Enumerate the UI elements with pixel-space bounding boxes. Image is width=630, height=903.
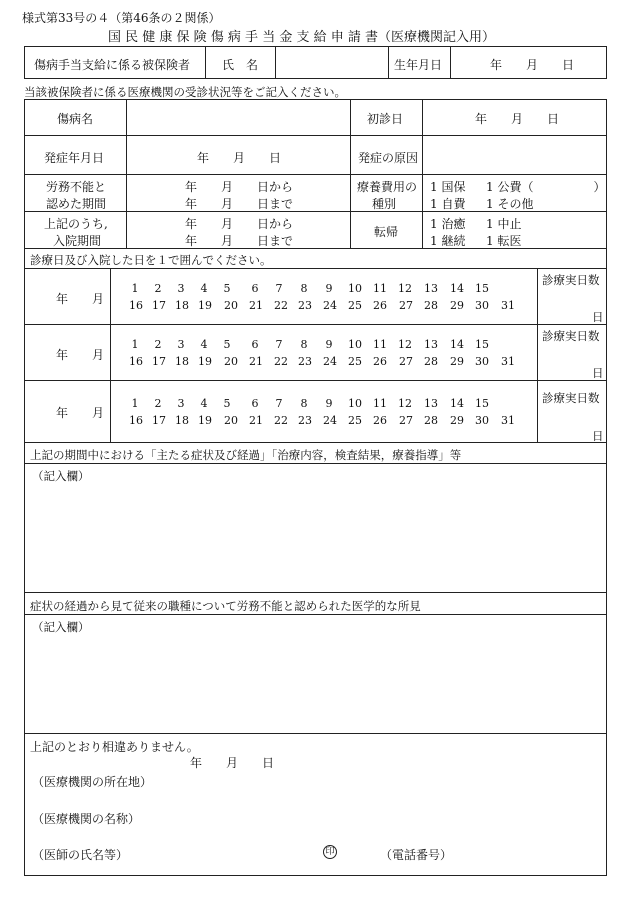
calendar-day[interactable]: 6 — [251, 338, 259, 351]
calendar-day[interactable]: 26 — [373, 414, 387, 427]
calendar-day[interactable]: 25 — [348, 299, 362, 312]
birth-label: 生年月日 — [394, 58, 443, 72]
actual-days-unit: 日 — [592, 366, 604, 380]
opinion-entry-label: （記入欄） — [32, 620, 90, 634]
calendar-day[interactable]: 25 — [348, 414, 362, 427]
calendar-day[interactable]: 19 — [198, 414, 212, 427]
calendar-day[interactable]: 12 — [398, 397, 412, 410]
outcome-option-continuing[interactable]: 1 継続 — [430, 234, 466, 248]
certification-date-field[interactable]: 年 月 日 — [190, 756, 275, 770]
calendar-day[interactable]: 27 — [399, 414, 413, 427]
calendar-day[interactable]: 9 — [325, 338, 333, 351]
incapacity-label-1: 労務不能と — [46, 180, 107, 194]
calendar-day[interactable]: 14 — [450, 338, 464, 351]
calendar-day[interactable]: 15 — [475, 338, 489, 351]
calendar-day[interactable]: 23 — [298, 355, 312, 368]
first-visit-label: 初診日 — [367, 112, 404, 126]
phone-label: （電話番号） — [380, 848, 453, 862]
calendar-day[interactable]: 7 — [275, 397, 283, 410]
certification-statement: 上記のとおり相違ありません。 — [30, 740, 199, 754]
calendar-day[interactable]: 5 — [223, 397, 231, 410]
disease-name-label: 傷病名 — [57, 112, 94, 126]
insured-name-field[interactable] — [280, 48, 384, 77]
calendar-day[interactable]: 14 — [450, 397, 464, 410]
calendar-day[interactable]: 3 — [177, 282, 185, 295]
calendar-day[interactable]: 24 — [323, 355, 337, 368]
calendar-day[interactable]: 25 — [348, 355, 362, 368]
calendar-day[interactable]: 16 — [129, 299, 143, 312]
calendar-day[interactable]: 13 — [424, 397, 438, 410]
calendar-day[interactable]: 28 — [424, 414, 438, 427]
calendar-day[interactable]: 15 — [475, 282, 489, 295]
calendar-day[interactable]: 18 — [175, 299, 189, 312]
calendar-day[interactable]: 2 — [154, 282, 162, 295]
calendar-day[interactable]: 2 — [154, 397, 162, 410]
calendar-day[interactable]: 12 — [398, 282, 412, 295]
facility-address-label: （医療機関の所在地） — [32, 775, 153, 789]
calendar-day[interactable]: 10 — [348, 397, 362, 410]
hospitalization-to-field[interactable]: 年 月 日まで — [185, 234, 294, 248]
onset-date-label: 発症年月日 — [44, 151, 105, 165]
calendar-day[interactable]: 9 — [325, 282, 333, 295]
calendar-day[interactable]: 30 — [475, 355, 489, 368]
calendar-day[interactable]: 16 — [129, 355, 143, 368]
calendar-days-row1 — [0, 282, 630, 296]
calendar-day[interactable]: 7 — [275, 282, 283, 295]
calendar-day[interactable]: 26 — [373, 299, 387, 312]
actual-days-label: 診療実日数 — [542, 329, 600, 343]
cost-option-public[interactable]: 1 公費（ ） — [486, 180, 606, 194]
calendar-day[interactable]: 13 — [424, 338, 438, 351]
form-number: 様式第33号の４（第46条の２関係） — [22, 11, 221, 25]
calendar-day[interactable]: 5 — [223, 338, 231, 351]
calendar-day[interactable]: 21 — [249, 414, 263, 427]
calendar-days-row1 — [0, 397, 630, 411]
calendar-day[interactable]: 16 — [129, 414, 143, 427]
outcome-option-transferred[interactable]: 1 転医 — [486, 234, 522, 248]
calendar-days-row2 — [0, 414, 630, 428]
insured-label: 傷病手当支給に係る被保険者 — [34, 58, 191, 72]
calendar-day[interactable]: 11 — [373, 282, 387, 295]
calendar-day[interactable]: 30 — [475, 414, 489, 427]
symptoms-entry-label: （記入欄） — [32, 469, 90, 483]
seal-mark: 印 — [323, 845, 337, 859]
calendar-day[interactable]: 29 — [450, 355, 464, 368]
calendar-day[interactable]: 1 — [131, 338, 139, 351]
calendar-day[interactable]: 17 — [152, 299, 166, 312]
actual-days-unit: 日 — [592, 429, 604, 443]
calendar-day[interactable]: 17 — [152, 355, 166, 368]
calendar-day[interactable]: 4 — [200, 282, 208, 295]
calendar-day[interactable]: 2 — [154, 338, 162, 351]
cost-option-self[interactable]: 1 自費 — [430, 197, 466, 211]
calendar-day[interactable]: 20 — [224, 414, 238, 427]
calendar-day[interactable]: 10 — [348, 338, 362, 351]
calendar-day[interactable]: 17 — [152, 414, 166, 427]
calendar-day[interactable]: 29 — [450, 414, 464, 427]
calendar-day[interactable]: 21 — [249, 299, 263, 312]
calendar-day[interactable]: 15 — [475, 397, 489, 410]
calendar-day[interactable]: 29 — [450, 299, 464, 312]
symptoms-header: 上記の期間中における「主たる症状及び経過」「治療内容，検査結果，療養指導」等 — [30, 448, 462, 462]
calendar-days-row1 — [0, 338, 630, 352]
calendar-day[interactable]: 14 — [450, 282, 464, 295]
calendar-day[interactable]: 3 — [177, 397, 185, 410]
calendar-day[interactable]: 18 — [175, 414, 189, 427]
calendar-day[interactable]: 8 — [300, 338, 308, 351]
cost-option-kokuho[interactable]: 1 国保 — [430, 180, 466, 194]
calendar-day[interactable]: 22 — [274, 355, 288, 368]
hospitalization-from-field[interactable]: 年 月 日から — [185, 217, 294, 231]
actual-days-label: 診療実日数 — [542, 273, 600, 287]
onset-cause-field[interactable] — [426, 138, 604, 171]
calendar-day[interactable]: 8 — [300, 397, 308, 410]
opinion-header: 症状の経過から見て従来の職種について労務不能と認められた医学的な所見 — [30, 599, 421, 613]
symptoms-entry-field[interactable] — [28, 484, 604, 588]
cost-type-label-1: 療養費用の — [357, 180, 418, 194]
calendar-month-field[interactable]: 年 月 — [56, 348, 105, 362]
calendar-day[interactable]: 24 — [323, 299, 337, 312]
cost-type-label-2: 種別 — [372, 197, 397, 211]
incapacity-to-field[interactable]: 年 月 日まで — [185, 197, 294, 211]
outcome-label: 転帰 — [374, 225, 399, 239]
disease-name-field[interactable] — [130, 102, 346, 132]
calendar-day[interactable]: 1 — [131, 282, 139, 295]
calendar-day[interactable]: 1 — [131, 397, 139, 410]
calendar-day[interactable]: 27 — [399, 299, 413, 312]
instruction-calendar: 診療日及び入院した日を１で囲んでください。 — [30, 253, 272, 267]
outcome-option-cured[interactable]: 1 治癒 — [430, 217, 466, 231]
calendar-day[interactable]: 22 — [274, 414, 288, 427]
doctor-name-label: （医師の氏名等） — [32, 848, 129, 862]
calendar-day[interactable]: 11 — [373, 338, 387, 351]
calendar-day[interactable]: 6 — [251, 397, 259, 410]
calendar-month-field[interactable]: 年 月 — [56, 406, 105, 420]
calendar-month-field[interactable]: 年 月 — [56, 292, 105, 306]
calendar-day[interactable]: 6 — [251, 282, 259, 295]
facility-name-label: （医療機関の名称） — [32, 812, 141, 826]
calendar-day[interactable]: 20 — [224, 299, 238, 312]
calendar-day[interactable]: 23 — [298, 414, 312, 427]
calendar-day[interactable]: 26 — [373, 355, 387, 368]
calendar-day[interactable]: 28 — [424, 299, 438, 312]
calendar-day[interactable]: 24 — [323, 414, 337, 427]
form-title: 国 民 健 康 保 険 傷 病 手 当 金 支 給 申 請 書（医療機関記入用） — [108, 30, 495, 45]
birth-date-field[interactable]: 年 月 日 — [490, 58, 575, 72]
instruction-medical-status: 当該被保険者に係る医療機関の受診状況等をご記入ください。 — [24, 85, 346, 99]
calendar-day[interactable]: 21 — [249, 355, 263, 368]
calendar-day[interactable]: 23 — [298, 299, 312, 312]
calendar-day[interactable]: 19 — [198, 299, 212, 312]
actual-days-label: 診療実日数 — [542, 391, 600, 405]
calendar-day[interactable]: 28 — [424, 355, 438, 368]
opinion-entry-field[interactable] — [28, 635, 604, 729]
cost-option-other[interactable]: 1 その他 — [486, 197, 534, 211]
first-visit-date-field[interactable]: 年 月 日 — [475, 112, 560, 126]
calendar-day[interactable]: 22 — [274, 299, 288, 312]
calendar-day[interactable]: 12 — [398, 338, 412, 351]
calendar-day[interactable]: 11 — [373, 397, 387, 410]
calendar-day[interactable]: 13 — [424, 282, 438, 295]
calendar-days-row2 — [0, 299, 630, 313]
calendar-day[interactable]: 10 — [348, 282, 362, 295]
calendar-day[interactable]: 31 — [501, 414, 515, 427]
hospitalization-label-1: 上記のうち, — [44, 217, 108, 231]
calendar-day[interactable]: 18 — [175, 355, 189, 368]
incapacity-from-field[interactable]: 年 月 日から — [185, 180, 294, 194]
calendar-day[interactable]: 27 — [399, 355, 413, 368]
incapacity-label-2: 認めた期間 — [46, 197, 107, 211]
calendar-day[interactable]: 31 — [501, 355, 515, 368]
hospitalization-label-2: 入院期間 — [53, 234, 102, 248]
actual-days-unit: 日 — [592, 310, 604, 324]
calendar-day[interactable]: 4 — [200, 338, 208, 351]
calendar-day[interactable]: 3 — [177, 338, 185, 351]
calendar-day[interactable]: 5 — [223, 282, 231, 295]
calendar-day[interactable]: 7 — [275, 338, 283, 351]
calendar-day[interactable]: 20 — [224, 355, 238, 368]
calendar-days-row2 — [0, 355, 630, 369]
calendar-day[interactable]: 31 — [501, 299, 515, 312]
calendar-day[interactable]: 30 — [475, 299, 489, 312]
calendar-day[interactable]: 8 — [300, 282, 308, 295]
onset-cause-label: 発症の原因 — [358, 151, 419, 165]
calendar-day[interactable]: 4 — [200, 397, 208, 410]
calendar-day[interactable]: 9 — [325, 397, 333, 410]
calendar-day[interactable]: 19 — [198, 355, 212, 368]
outcome-option-stopped[interactable]: 1 中止 — [486, 217, 522, 231]
onset-date-field[interactable]: 年 月 日 — [197, 151, 282, 165]
name-label: 氏 名 — [222, 58, 259, 72]
